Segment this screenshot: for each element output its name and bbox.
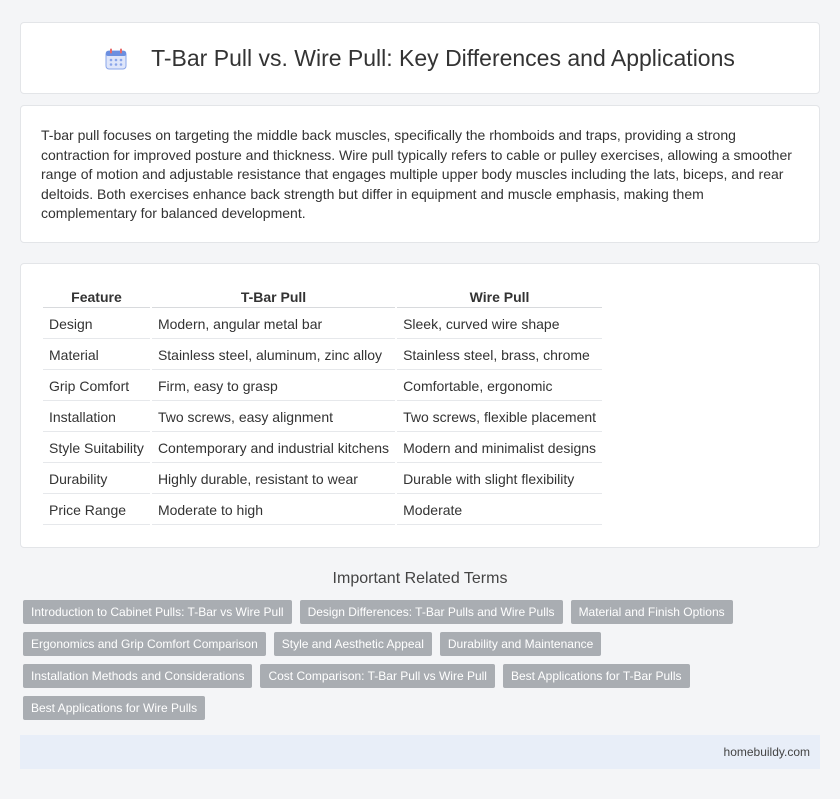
- related-term-tag[interactable]: Installation Methods and Considerations: [23, 664, 252, 688]
- related-term-tag[interactable]: Best Applications for T-Bar Pulls: [503, 664, 690, 688]
- table-cell: Moderate to high: [152, 496, 395, 525]
- header-card: [20, 22, 820, 94]
- table-cell: Comfortable, ergonomic: [397, 372, 602, 401]
- related-term-tag[interactable]: Style and Aesthetic Appeal: [274, 632, 432, 656]
- table-cell: Grip Comfort: [43, 372, 150, 401]
- related-terms-tags: [23, 600, 743, 720]
- table-row: [43, 434, 602, 463]
- table-row: [43, 372, 602, 401]
- column-header-wire-pull: Wire Pull: [397, 286, 602, 308]
- related-term-tag[interactable]: Best Applications for Wire Pulls: [23, 696, 205, 720]
- table-cell: Installation: [43, 403, 150, 432]
- table-row: [43, 310, 602, 339]
- table-header-row: [43, 286, 602, 308]
- comparison-table: [41, 284, 604, 527]
- intro-paragraph: T-bar pull focuses on targeting the middle back muscles, specifically the rhomboids and traps, providing a strong contraction for improved posture and thickness. Wire pull typically refers to cable or pulley exercises, allowing a smoother range of motion and adjustable resistance that engages multiple upper body muscles including the lats, biceps, and rear deltoids. Both exercises enhance back strength but differ in equipment and muscle emphasis, making them complementary for balanced development.: [41, 127, 792, 222]
- table-row: [43, 403, 602, 432]
- related-term-tag[interactable]: Introduction to Cabinet Pulls: T-Bar vs Wire Pull: [23, 600, 292, 624]
- table-cell: Stainless steel, aluminum, zinc alloy: [152, 341, 395, 370]
- footer-site-name: homebuildy.com: [723, 745, 810, 759]
- related-term-tag[interactable]: Design Differences: T-Bar Pulls and Wire Pulls: [300, 600, 563, 624]
- page-title: T-Bar Pull vs. Wire Pull: Key Differences and Applications: [151, 44, 735, 71]
- related-term-tag[interactable]: Durability and Maintenance: [440, 632, 601, 656]
- table-cell: Material: [43, 341, 150, 370]
- table-cell: Durability: [43, 465, 150, 494]
- table-cell: Modern and minimalist designs: [397, 434, 602, 463]
- table-cell: Style Suitability: [43, 434, 150, 463]
- related-term-tag[interactable]: Ergonomics and Grip Comfort Comparison: [23, 632, 266, 656]
- table-cell: Design: [43, 310, 150, 339]
- table-row: [43, 341, 602, 370]
- intro-card: [20, 105, 820, 243]
- column-header-feature: Feature: [43, 286, 150, 308]
- table-cell: Modern, angular metal bar: [152, 310, 395, 339]
- table-cell: Two screws, easy alignment: [152, 403, 395, 432]
- comparison-card: [20, 263, 820, 548]
- table-cell: Sleek, curved wire shape: [397, 310, 602, 339]
- table-cell: Two screws, flexible placement: [397, 403, 602, 432]
- related-term-tag[interactable]: Cost Comparison: T-Bar Pull vs Wire Pull: [260, 664, 495, 688]
- table-cell: Firm, easy to grasp: [152, 372, 395, 401]
- table-row: [43, 465, 602, 494]
- column-header-t-bar-pull: T-Bar Pull: [152, 286, 395, 308]
- table-row: [43, 496, 602, 525]
- table-cell: Stainless steel, brass, chrome: [397, 341, 602, 370]
- table-cell: Durable with slight flexibility: [397, 465, 602, 494]
- table-cell: Highly durable, resistant to wear: [152, 465, 395, 494]
- related-term-tag[interactable]: Material and Finish Options: [571, 600, 733, 624]
- table-cell: Price Range: [43, 496, 150, 525]
- table-cell: Contemporary and industrial kitchens: [152, 434, 395, 463]
- footer: [20, 735, 820, 769]
- table-cell: Moderate: [397, 496, 602, 525]
- related-terms-heading: Important Related Terms: [332, 570, 508, 587]
- calendar-icon: [105, 48, 127, 70]
